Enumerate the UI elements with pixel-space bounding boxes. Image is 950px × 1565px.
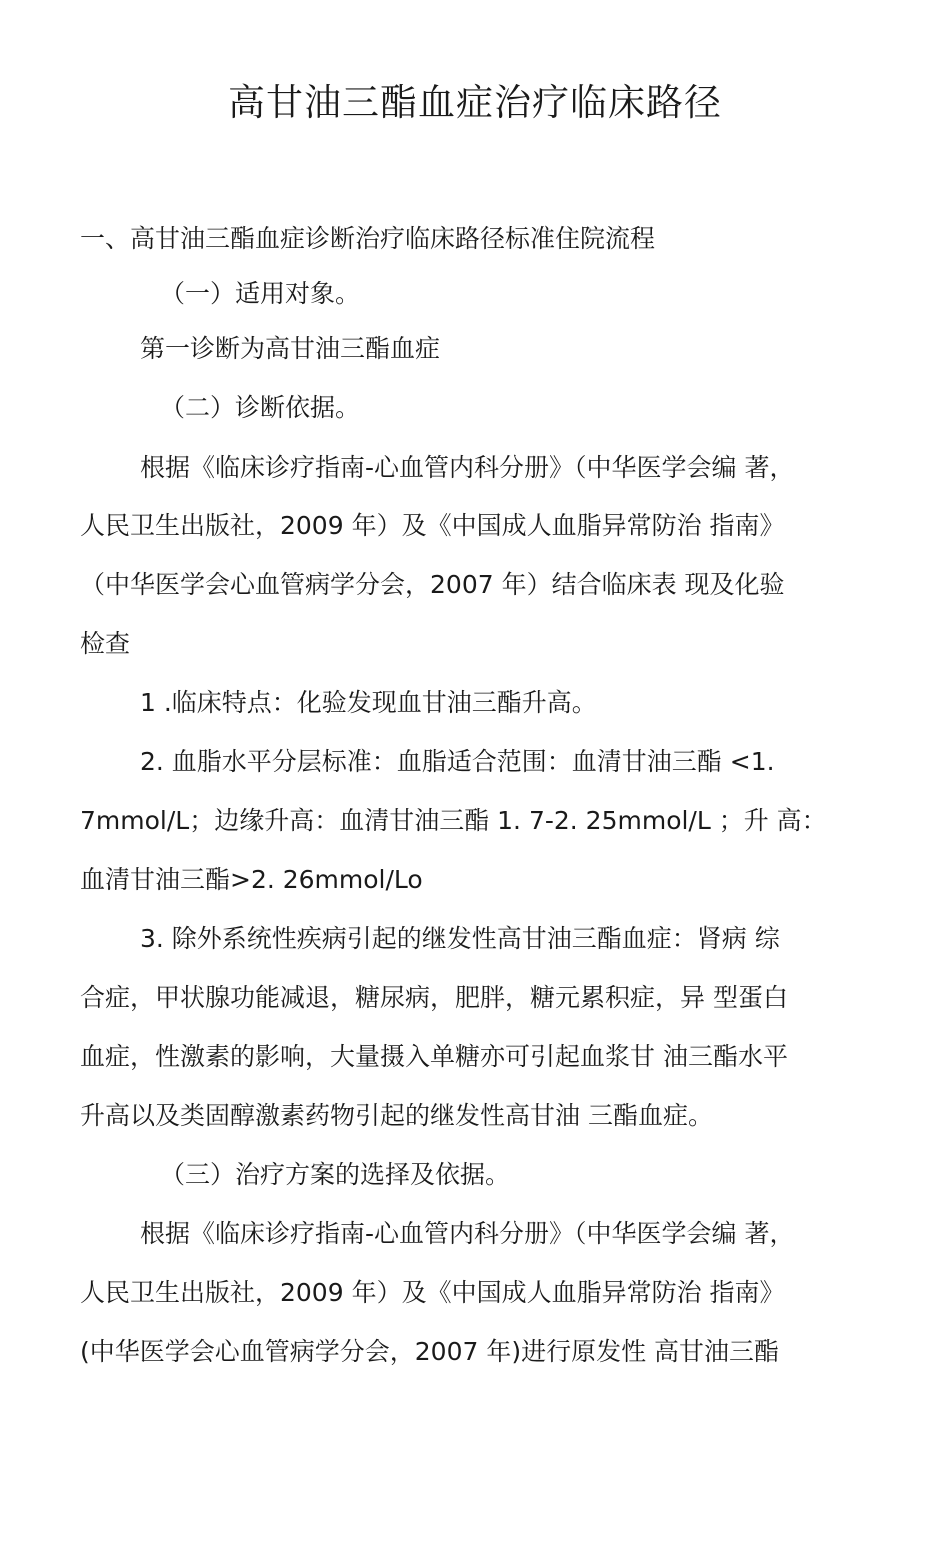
paragraph-line: 根据《临床诊疗指南-心血管内科分册》（中华医学会编 著， [140,1219,795,1248]
subsection-heading-applicable: （一）适用对象。 [160,279,361,308]
paragraph-line: (中华医学会心血管病学分会，2007 年)进行原发性 高甘油三酯 [80,1337,780,1366]
paragraph-line: 人民卫生出版社，2009 年）及《中国成人血脂异常防治 指南》 [80,511,785,540]
paragraph-line: 检查 [80,629,131,658]
subsection-heading-treatment: （三）治疗方案的选择及依据。 [160,1160,511,1189]
section-heading-1: 一、高甘油三酯血症诊断治疗临床路径标准住院流程 [80,224,656,253]
paragraph-line: （中华医学会心血管病学分会，2007 年）结合临床表 现及化验 [80,570,785,599]
paragraph-line: 第一诊断为高甘油三酯血症 [140,334,441,363]
paragraph-line: 合症，甲状腺功能减退，糖尿病，肥胖，糖元累积症，异 型蛋白 [80,983,788,1012]
paragraph-line: 升高以及类固醇激素药物引起的继发性高甘油 三酯血症。 [80,1101,713,1130]
paragraph-line: 血症，性激素的影响，大量摄入单糖亦可引起血浆甘 油三酯水平 [80,1042,788,1071]
list-item-1: 1 .临床特点：化验发现血甘油三酯升高。 [140,688,597,717]
list-item-3: 3. 除外系统性疾病引起的继发性高甘油三酯血症：肾病 综 [140,924,780,953]
paragraph-line: 根据《临床诊疗指南-心血管内科分册》（中华医学会编 著， [140,453,795,482]
list-item-2: 2. 血脂水平分层标准：血脂适合范围：血清甘油三酯 <1. [140,747,775,776]
paragraph-line: 人民卫生出版社，2009 年）及《中国成人血脂异常防治 指南》 [80,1278,785,1307]
paragraph-line: 7mmol/L；边缘升高：血清甘油三酯 1. 7-2. 25mmol/L ；升 高： [80,806,827,835]
subsection-heading-diagnosis: （二）诊断依据。 [160,393,361,422]
paragraph-line: 血清甘油三酯>2. 26mmol/Lo [80,865,423,894]
document-title: 高甘油三酯血症治疗临床路径 [228,81,722,124]
